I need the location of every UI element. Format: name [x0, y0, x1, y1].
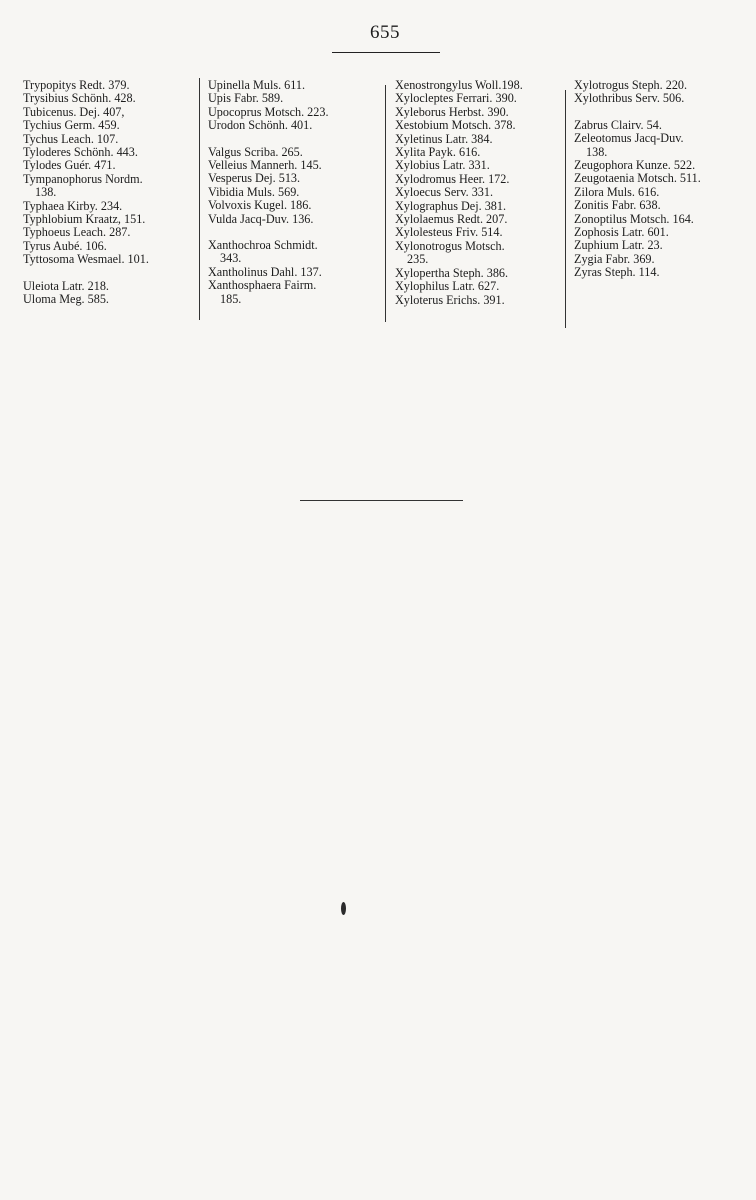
index-entry: Xyleborus Herbst. 390.: [395, 104, 509, 119]
index-entry: Xylolesteus Friv. 514.: [395, 225, 503, 240]
index-entry: Tyrus Aubé. 106.: [23, 238, 107, 253]
index-entry-continuation: 185.: [220, 291, 242, 306]
index-entry: Xyletinus Latr. 384.: [395, 131, 493, 146]
index-entry: Volvoxis Kugel. 186.: [208, 198, 312, 213]
index-entry: Xestobium Motsch. 378.: [395, 118, 516, 133]
index-entry: Tychus Leach. 107.: [23, 131, 119, 146]
index-entry: Xylonotrogus Motsch.: [395, 238, 505, 253]
index-column-1: [23, 79, 193, 307]
closing-rule: [300, 500, 463, 501]
index-entry: Zeugophora Kunze. 522.: [574, 158, 696, 173]
index-column-2: [208, 79, 380, 306]
index-entry: Upinella Muls. 611.: [208, 78, 306, 92]
index-entry: Urodon Schönh. 401.: [208, 118, 313, 133]
column-divider-2: [385, 85, 386, 322]
index-entry: Zyras Steph. 114.: [574, 265, 660, 280]
index-entry: Xylographus Dej. 381.: [395, 198, 507, 213]
index-entry: Typhaea Kirby. 234.: [23, 198, 123, 213]
index-entry: Xylothribus Serv. 506.: [574, 91, 685, 106]
page-number: 655: [370, 22, 400, 43]
index-entry: Upocoprus Motsch. 223.: [208, 104, 329, 119]
header-rule: [332, 52, 440, 53]
index-entry: Xylolaemus Redt. 207.: [395, 212, 508, 227]
column-divider-1: [199, 78, 200, 320]
column-divider-3: [565, 90, 566, 328]
index-entry: Zeugotaenia Motsch. 511.: [574, 171, 701, 186]
index-column-3: [395, 79, 560, 307]
index-entry: Zonitis Fabr. 638.: [574, 198, 661, 213]
index-entry: Zuphium Latr. 23.: [574, 238, 663, 253]
index-entry: Tyttosoma Wesmael. 101.: [23, 252, 149, 267]
index-entry: Tubicenus. Dej. 407,: [23, 104, 125, 119]
index-entry: Upis Fabr. 589.: [208, 91, 284, 106]
index-entry: Tyloderes Schönh. 443.: [23, 145, 138, 160]
index-entry: Vibidia Muls. 569.: [208, 184, 300, 199]
index-entry: Tympanophorus Nordm.: [23, 171, 143, 186]
index-entry: Tylodes Guér. 471.: [23, 158, 116, 173]
index-entry: Vulda Jacq-Duv. 136.: [208, 211, 314, 226]
index-entry-continuation: 343.: [220, 251, 242, 266]
index-entry: Zygia Fabr. 369.: [574, 251, 655, 266]
index-entry: Velleius Mannerh. 145.: [208, 158, 322, 173]
index-entry: Zonoptilus Motsch. 164.: [574, 211, 694, 226]
index-entry: Xyloterus Erichs. 391.: [395, 292, 505, 307]
index-column-4: [574, 79, 744, 280]
index-entry-continuation: 235.: [407, 252, 429, 267]
index-entry: Zabrus Clairv. 54.: [574, 117, 662, 132]
index-entry: Xyloecus Serv. 331.: [395, 185, 494, 200]
index-entry: Zilora Muls. 616.: [574, 184, 660, 199]
index-entry: Trysibius Schönh. 428.: [23, 91, 136, 106]
index-entry: Zophosis Latr. 601.: [574, 225, 669, 240]
index-entry: Vesperus Dej. 513.: [208, 171, 301, 186]
index-entry: Xylotrogus Steph. 220.: [574, 78, 688, 92]
index-entry: Xylobius Latr. 331.: [395, 158, 490, 173]
index-entry: Xanthosphaera Fairm.: [208, 278, 317, 293]
index-entry: Xylopertha Steph. 386.: [395, 265, 509, 280]
index-entry: Xylocleptes Ferrari. 390.: [395, 91, 517, 106]
index-entry: Valgus Scriba. 265.: [208, 144, 303, 159]
index-entry-continuation: 138.: [586, 144, 608, 159]
index-entry: Zeleotomus Jacq-Duv.: [574, 131, 684, 146]
index-entry-continuation: 138.: [35, 185, 57, 200]
index-entry: Xylophilus Latr. 627.: [395, 279, 500, 294]
index-entry: Xantholinus Dahl. 137.: [208, 264, 322, 279]
index-entry: Typhlobium Kraatz, 151.: [23, 212, 146, 227]
index-entry: Typhoeus Leach. 287.: [23, 225, 131, 240]
ink-blot: [341, 902, 346, 915]
index-entry: Xanthochroa Schmidt.: [208, 238, 318, 253]
index-entry: Uleiota Latr. 218.: [23, 278, 109, 293]
index-entry: Xylodromus Heer. 172.: [395, 171, 510, 186]
index-entry: Trypopitys Redt. 379.: [23, 78, 130, 92]
index-entry: Uloma Meg. 585.: [23, 292, 109, 307]
index-entry: Xylita Payk. 616.: [395, 145, 481, 160]
index-entry: Xenostrongylus Woll.198.: [395, 78, 523, 92]
index-entry: Tychius Germ. 459.: [23, 118, 120, 133]
